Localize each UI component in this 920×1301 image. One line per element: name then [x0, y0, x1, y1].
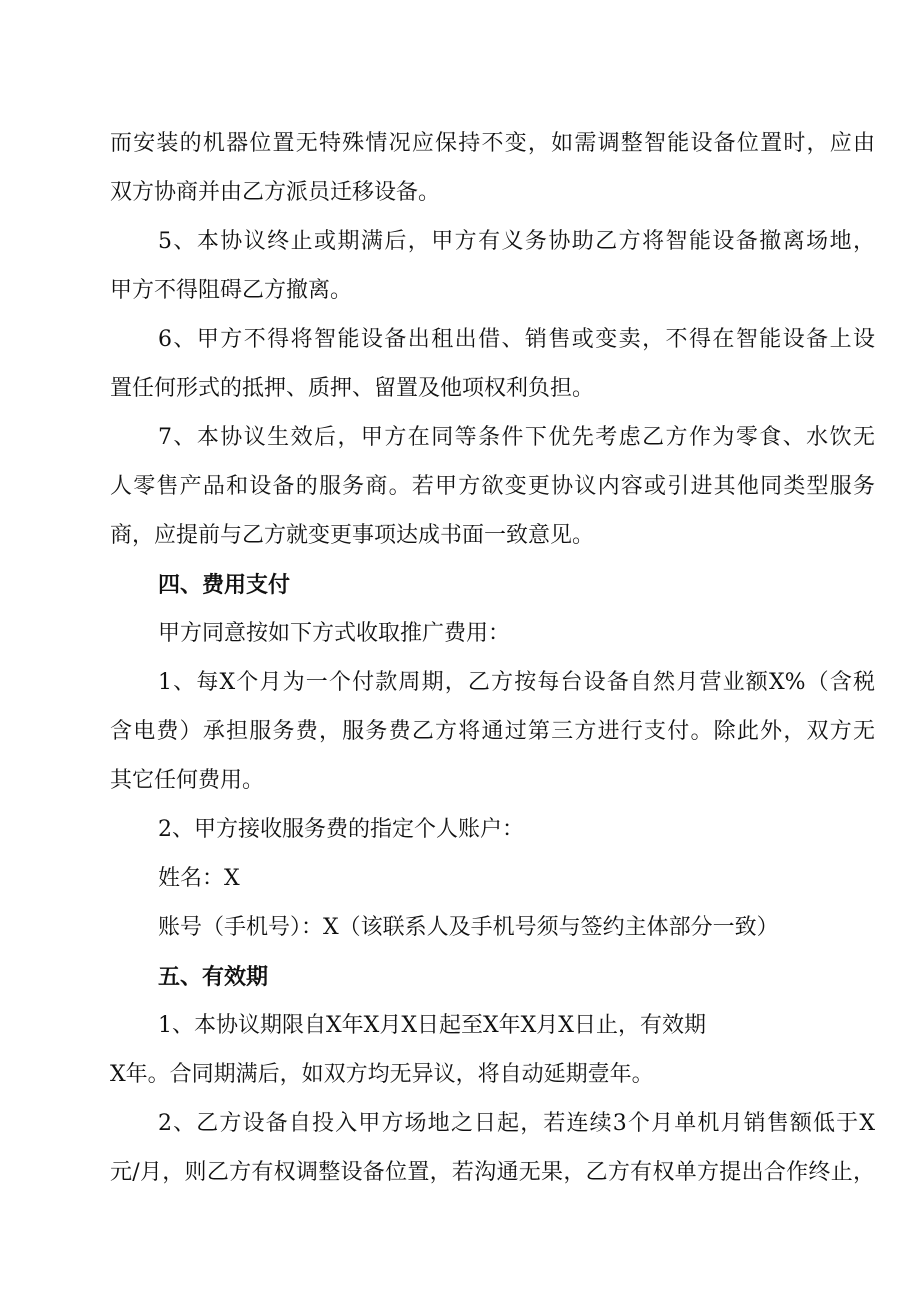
section-heading-validity: 五、有效期	[158, 964, 269, 990]
clause-7: 7、本协议生效后，甲方在同等条件下优先考虑乙方作为零食、水饮无	[158, 425, 875, 450]
text-line: 双方协商并由乙方派员迁移设备。	[110, 180, 441, 205]
text-line: 甲方不得阻碍乙方撤离。	[110, 278, 353, 303]
text-line: 而安装的机器位置无特殊情况应保持不变，如需调整智能设备位置时，应由	[110, 131, 875, 156]
text-line: 含电费）承担服务费，服务费乙方将通过第三方进行支付。除此外，双方无	[110, 719, 875, 744]
fee-clause-1: 1、每X个月为一个付款周期，乙方按每台设备自然月营业额X%（含税	[158, 670, 875, 695]
section-heading-fee-payment: 四、费用支付	[158, 572, 291, 598]
account-name: 姓名：X	[158, 866, 240, 891]
text-line: 其它任何费用。	[110, 768, 265, 793]
text-line: X年。合同期满后，如双方均无异议，将自动延期壹年。	[110, 1062, 654, 1087]
text-line: 甲方同意按如下方式收取推广费用：	[158, 621, 511, 646]
account-number: 账号（手机号）：X（该联系人及手机号须与签约主体部分一致）	[158, 915, 779, 940]
validity-clause-1: 1、本协议期限自X年X月X日起至X年X月X日止，有效期	[158, 1013, 706, 1038]
text-line: 置任何形式的抵押、质押、留置及他项权利负担。	[110, 376, 595, 401]
text-line: 商，应提前与乙方就变更事项达成书面一致意见。	[110, 523, 595, 548]
clause-5: 5、本协议终止或期满后，甲方有义务协助乙方将智能设备撤离场地，	[158, 229, 875, 254]
clause-6: 6、甲方不得将智能设备出租出借、销售或变卖，不得在智能设备上设	[158, 327, 875, 352]
fee-clause-2: 2、甲方接收服务费的指定个人账户：	[158, 817, 524, 842]
text-line: 人零售产品和设备的服务商。若甲方欲变更协议内容或引进其他同类型服务	[110, 474, 875, 499]
validity-clause-2: 2、乙方设备自投入甲方场地之日起，若连续3个月单机月销售额低于X	[158, 1111, 875, 1136]
text-line: 元/月，则乙方有权调整设备位置，若沟通无果，乙方有权单方提出合作终止，	[110, 1160, 875, 1185]
